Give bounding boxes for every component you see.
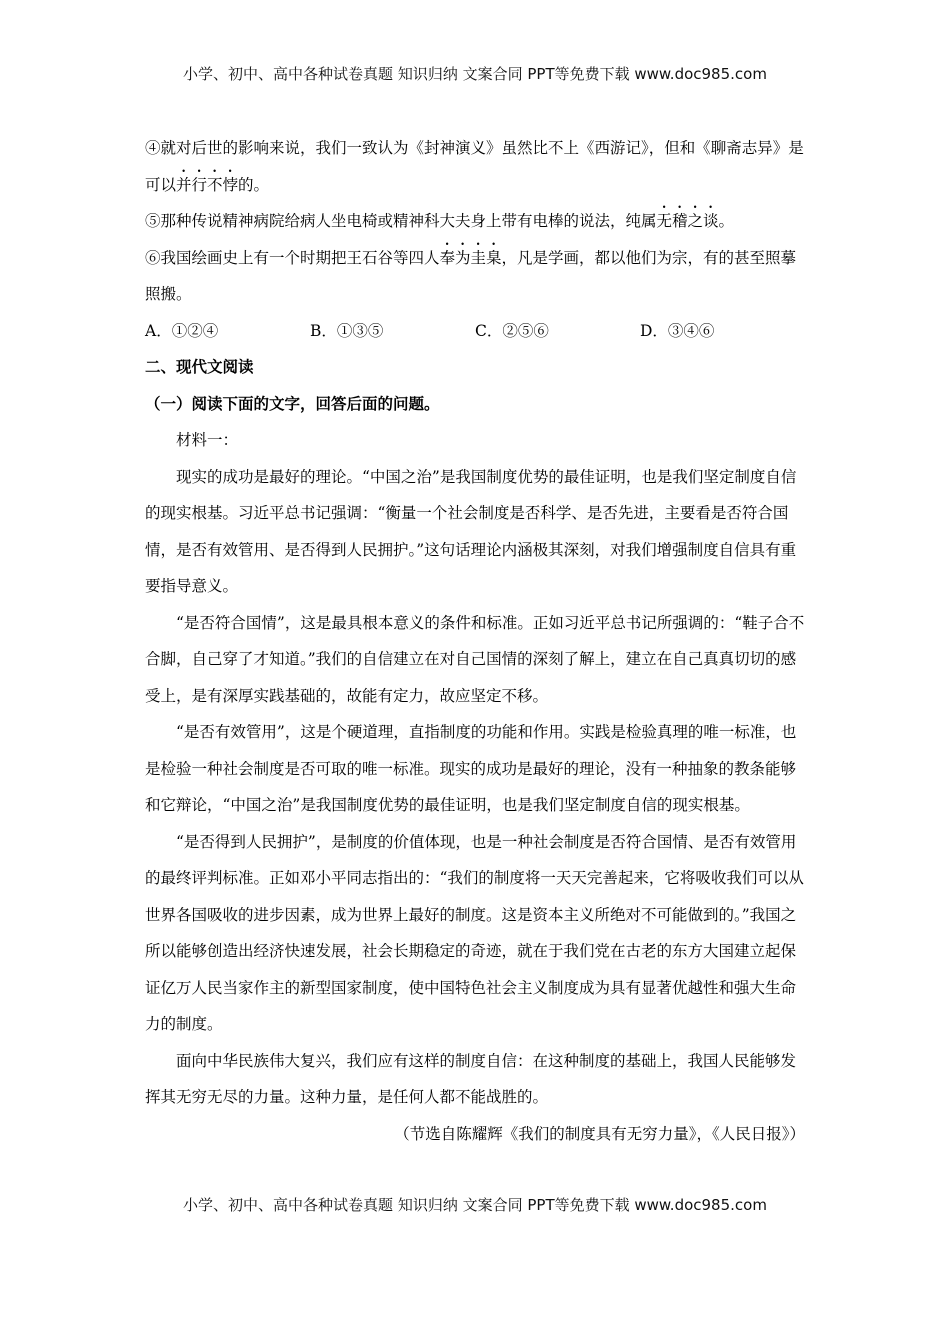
- question-item-4: ④就对后世的影响来说，我们一致认为《封神演义》虽然比不上《西游记》，但和《聊斋志异》是可以并行不悖的。: [145, 139, 804, 194]
- source-citation: （节选自陈耀辉《我们的制度具有无穷力量》，《人民日报》）: [394, 1124, 805, 1143]
- subsection-title: （一）阅读下面的文字，回答后面的问题。: [145, 394, 440, 413]
- paragraph: “是否有效管用”，这是个硬道理，直指制度的功能和作用。实践是检验真理的唯一标准，也是检验一种社会制度是否可取的唯一标准。现实的成功是最好的理论，没有一种抽象的教条能够和它辩论，“中国之治”是我国制度优势的最佳证明，也是我们坚定制度自信的现实根基。: [145, 723, 797, 814]
- page-header: 小学、初中、高中各种试卷真题 知识归纳 文案合同 PPT等免费下载 www.doc985.com: [183, 65, 767, 83]
- question-item-6: ⑥我国绘画史上有一个时期把王石谷等四人奉为圭臬，凡是学画，都以他们为宗，有的甚至照摹照搬。: [145, 248, 797, 303]
- document-body: [145, 130, 805, 1152]
- option-c: C．②⑤⑥: [475, 321, 549, 340]
- answer-options: [145, 313, 805, 350]
- option-b: B．①③⑤: [310, 321, 384, 340]
- question-item-5: ⑤那种传说精神病院给病人坐电椅或精神科大夫身上带有电棒的说法，纯属无稽之谈。: [145, 212, 735, 230]
- page-footer: 小学、初中、高中各种试卷真题 知识归纳 文案合同 PPT等免费下载 www.doc985.com: [183, 1196, 767, 1214]
- paragraph: 面向中华民族伟大复兴，我们应有这样的制度自信：在这种制度的基础上，我国人民能够发挥其无穷无尽的力量。这种力量，是任何人都不能战胜的。: [145, 1051, 797, 1106]
- material-label: 材料一：: [176, 431, 239, 449]
- marked-idiom: 并行不悖: [176, 175, 239, 194]
- marked-idiom: 奉为圭臬: [439, 248, 502, 267]
- section-title: 二、现代文阅读: [145, 358, 254, 376]
- marked-idiom: 无稽之谈: [656, 212, 719, 230]
- option-d: D．③④⑥: [640, 321, 715, 340]
- option-a: A．①②④: [145, 321, 219, 340]
- paragraph: 现实的成功是最好的理论。“中国之治”是我国制度优势的最佳证明，也是我们坚定制度自信的现实根基。习近平总书记强调：“衡量一个社会制度是否科学、是否先进，主要看是否符合国情，是否有效管用、是否得到人民拥护。”这句话理论内涵极其深刻，对我们增强制度自信具有重要指导意义。: [145, 467, 797, 595]
- paragraph: “是否符合国情”，这是最具根本意义的条件和标准。正如习近平总书记所强调的：“鞋子合不合脚，自己穿了才知道。”我们的自信建立在对自己国情的深刻了解上，建立在自己真真切切的感受上，是有深厚实践基础的，故能有定力，故应坚定不移。: [145, 613, 805, 705]
- paragraph: “是否得到人民拥护”，是制度的价值体现，也是一种社会制度是否符合国情、是否有效管用的最终评判标准。正如邓小平同志指出的：“我们的制度将一天天完善起来，它将吸收我们可以从世界各国吸收的进步因素，成为世界上最好的制度。这是资本主义所绝对不可能做到的。”我国之所以能够创造出经济快速发展，社会长期稳定的奇迹，就在于我们党在古老的东方大国建立起保证亿万人民当家作主的新型国家制度，使中国特色社会主义制度成为具有显著优越性和强大生命力的制度。: [145, 832, 804, 1033]
